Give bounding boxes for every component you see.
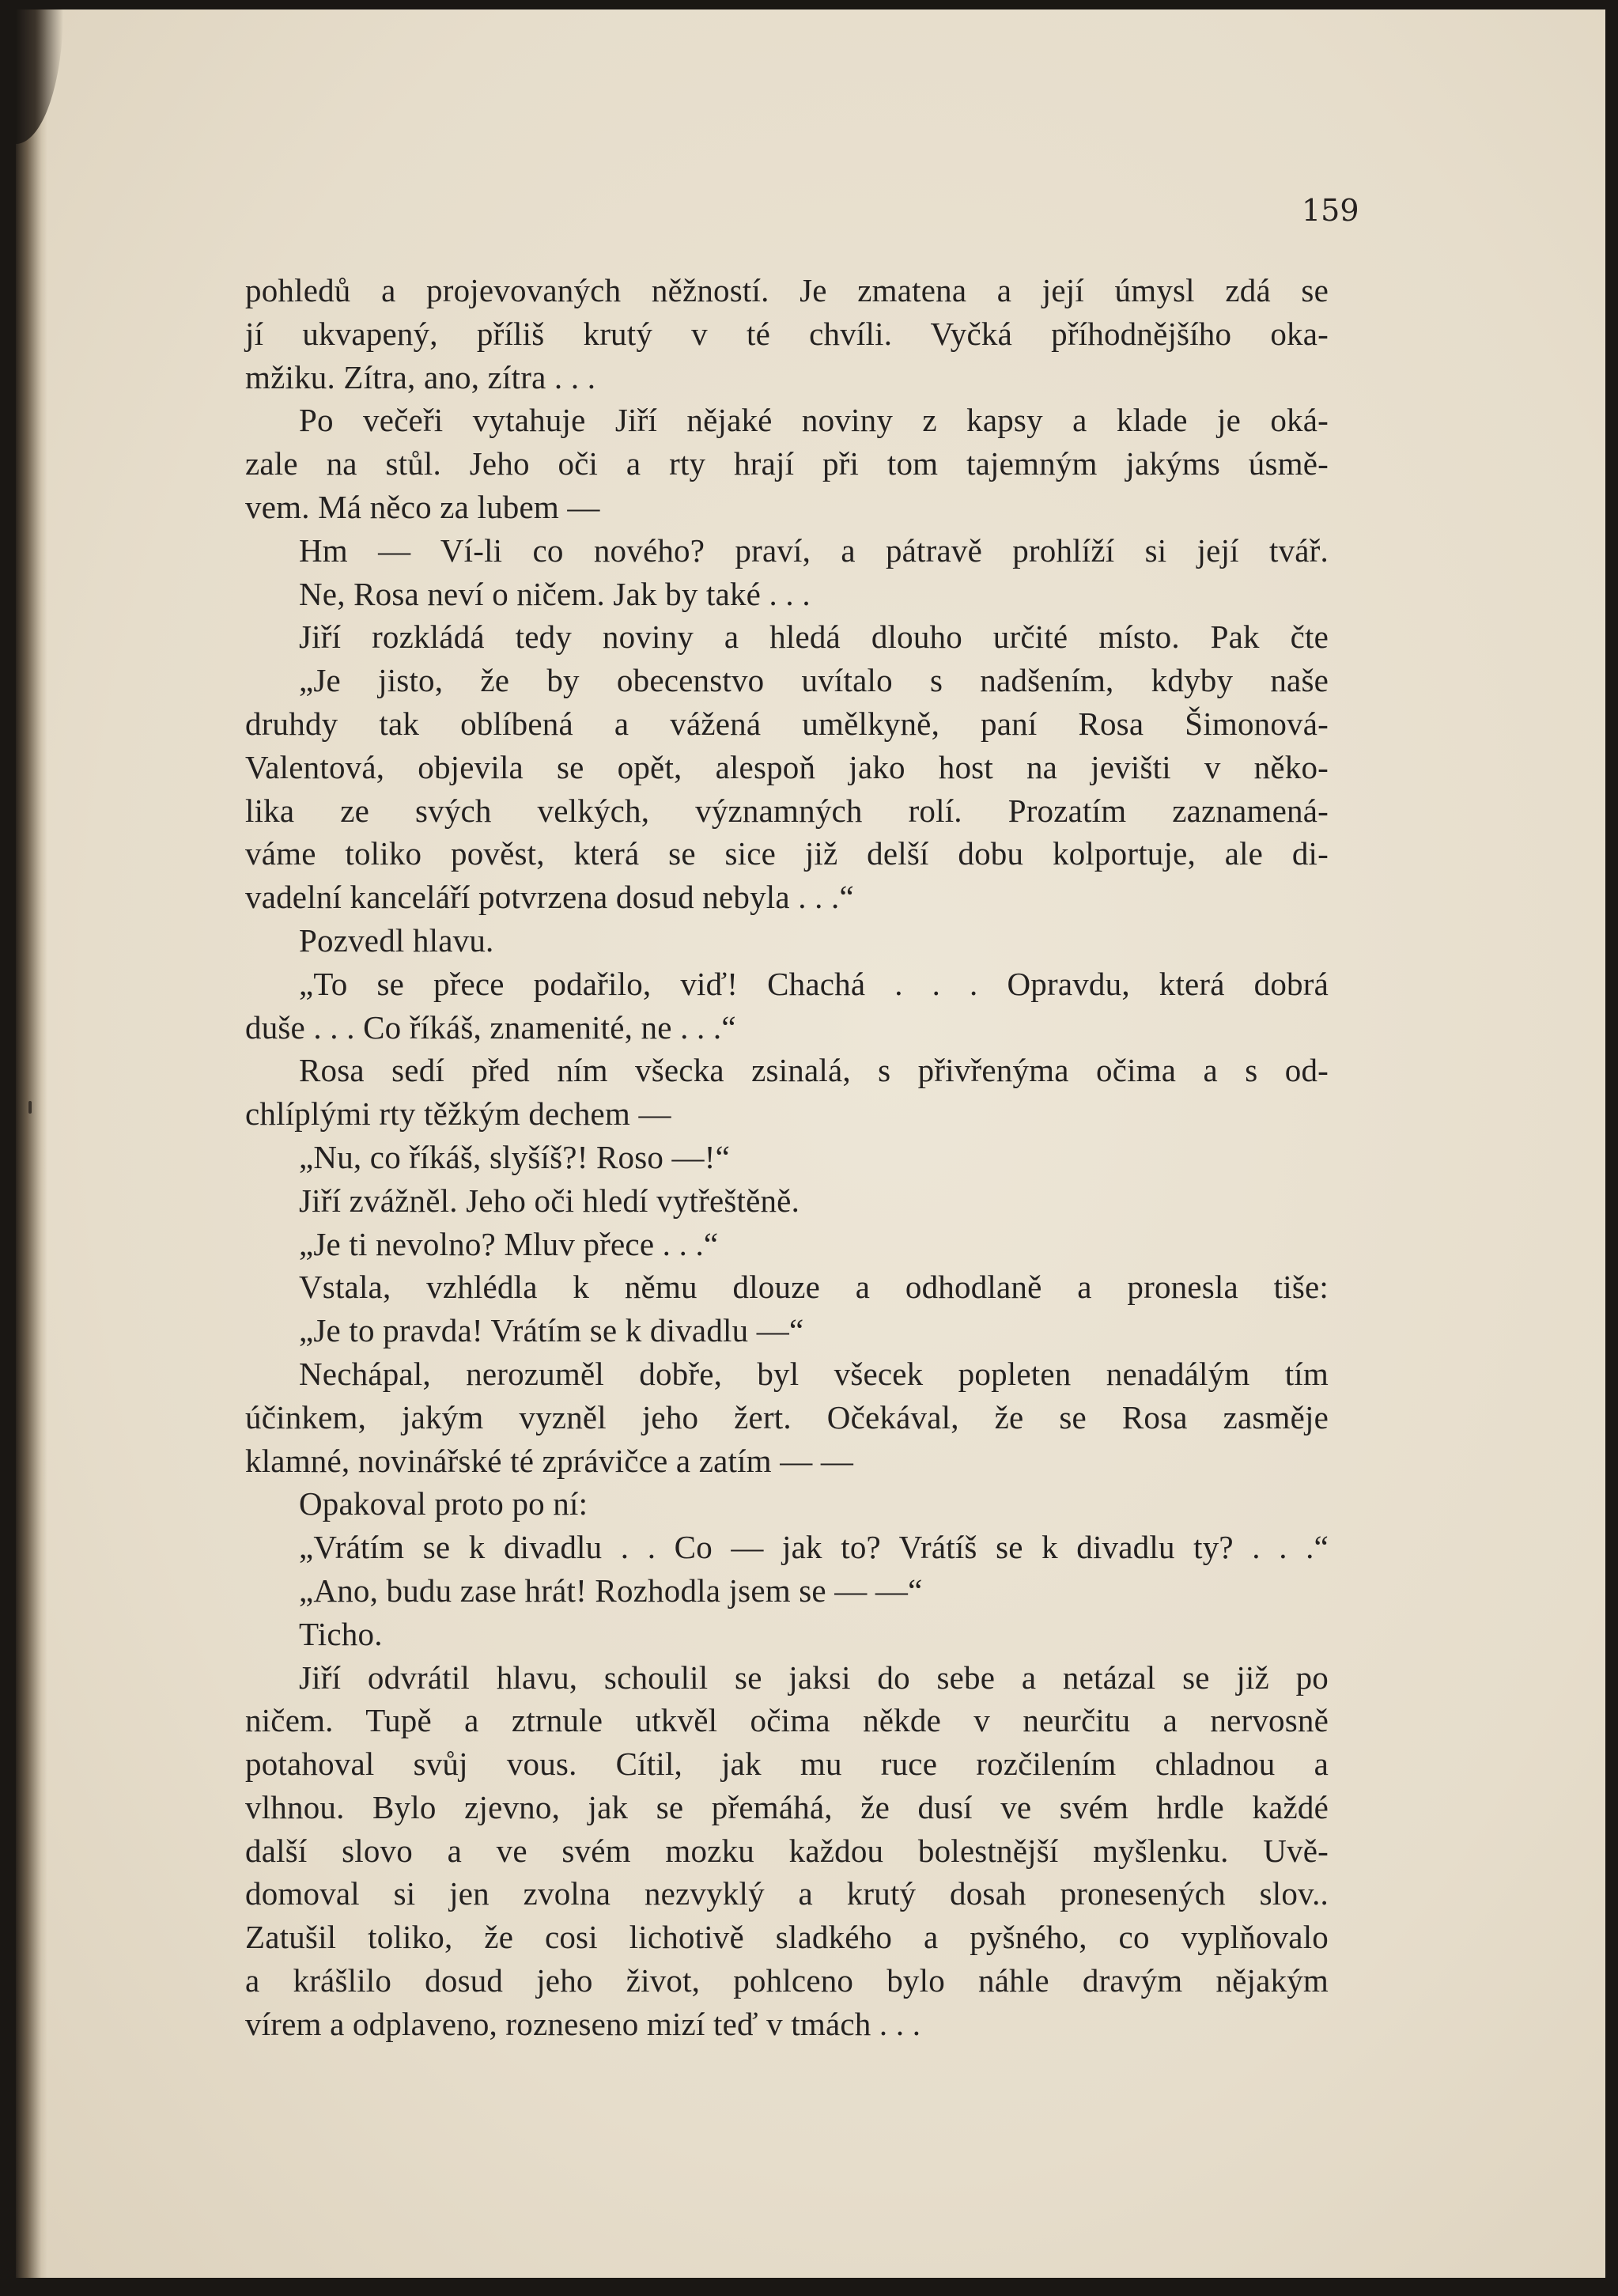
text-line: pohledů a projevovaných něžností. Je zmatena a její úmysl zdá se <box>245 272 1329 308</box>
text-line: Hm — Ví-li co nového? praví, a pátravě prohlíží si její tvář. <box>299 531 1329 569</box>
text-line: vírem a odplaveno, rozneseno mizí teď v tmách . . . <box>245 2005 921 2042</box>
text-line: chlíplými rty těžkým dechem — <box>245 1095 671 1133</box>
text-line: Ne, Rosa neví o ničem. Jak by také . . . <box>299 575 811 612</box>
text-line: „To se přece podařilo, viď! Chachá . . . Opravdu, která dobrá <box>299 965 1329 1002</box>
text-line: Zatušil toliko, že cosi lichotivě sladkého a pyšného, co vyplňovalo <box>245 1919 1329 1956</box>
margin-mark <box>28 1101 32 1114</box>
text-line: domoval si jen zvolna nezvyklý a krutý dosah pronesených slov.. <box>245 1875 1329 1912</box>
body-text <box>245 269 1329 2046</box>
text-line: „Je to pravda! Vrátím se k divadlu —“ <box>299 1312 804 1349</box>
text-line: váme toliko pověst, která se sice již delší dobu kolportuje, ale di- <box>245 835 1329 872</box>
text-line: Nechápal, nerozuměl dobře, byl všecek popleten nenadálým tím <box>299 1355 1329 1392</box>
text-line: a krášlilo dosud jeho život, pohlceno bylo náhle dravým nějakým <box>245 1962 1329 1999</box>
text-line: lika ze svých velkých, významných rolí. Prozatím zaznamená- <box>245 792 1329 829</box>
text-line: Opakoval proto po ní: <box>299 1485 588 1522</box>
text-line: ničem. Tupě a ztrnule utkvěl očima někde v neurčitu a nervosně <box>245 1702 1329 1739</box>
text-line: „Ano, budu zase hrát! Rozhodla jsem se — —“ <box>299 1572 923 1609</box>
text-line: „Je jisto, že by obecenstvo uvítalo s nadšením, kdyby naše <box>299 662 1329 699</box>
text-line: „Vrátím se k divadlu . . Co — jak to? Vrátíš se k divadlu ty? . . .“ <box>299 1529 1329 1566</box>
text-line: Jiří odvrátil hlavu, schoulil se jaksi do sebe a netázal se již po <box>299 1659 1329 1696</box>
page-binding-shadow <box>16 9 47 2278</box>
text-line: jí ukvapený, příliš krutý v té chvíli. Vyčká příhodnějšího oka- <box>245 315 1329 352</box>
text-line: vadelní kanceláří potvrzena dosud nebyla . . .“ <box>245 879 854 916</box>
text-line: duše . . . Co říkáš, znamenité, ne . . .“ <box>245 1008 736 1046</box>
text-line: Ticho. <box>299 1615 383 1652</box>
text-line: Jiří rozkládá tedy noviny a hledá dlouho určité místo. Pak čte <box>299 618 1329 656</box>
text-line: Pozvedl hlavu. <box>299 921 494 959</box>
text-line: Rosa sedí před ním všecka zsinalá, s přivřenýma očima a s od- <box>299 1052 1329 1089</box>
text-line: mžiku. Zítra, ano, zítra . . . <box>245 358 596 395</box>
text-line: Valentová, objevila se opět, alespoň jako host na jevišti v něko- <box>245 748 1329 785</box>
text-line: klamné, novinářské té zprávičce a zatím — — <box>245 1442 854 1479</box>
text-line: potahoval svůj vous. Cítil, jak mu ruce rozčilením chladnou a <box>245 1746 1329 1783</box>
text-line: „Je ti nevolno? Mluv přece . . .“ <box>299 1225 719 1262</box>
page-corner-curl <box>16 9 63 144</box>
text-line: vem. Má něco za lubem — <box>245 488 600 525</box>
text-line: Vstala, vzhlédla k němu dlouze a odhodlaně a pronesla tiše: <box>299 1269 1329 1306</box>
text-line: zale na stůl. Jeho oči a rty hrají při tom tajemným jakýms úsmě- <box>245 445 1329 482</box>
text-line: Po večeři vytahuje Jiří nějaké noviny z kapsy a klade je oká- <box>299 402 1329 439</box>
text-line: další slovo a ve svém mozku každou bolestnější myšlenku. Uvě- <box>245 1832 1329 1869</box>
text-line: „Nu, co říkáš, slyšíš?! Roso —!“ <box>299 1138 731 1175</box>
text-line: vlhnou. Bylo zjevno, jak se přemáhá, že dusí ve svém hrdle každé <box>245 1788 1329 1825</box>
book-page <box>16 9 1605 2278</box>
text-line: Jiří zvážněl. Jeho oči hledí vytřeštěně. <box>299 1182 800 1219</box>
text-line: účinkem, jakým vyzněl jeho žert. Očekával, že se Rosa zasměje <box>245 1398 1329 1435</box>
page-number: 159 <box>1302 193 1359 228</box>
text-line: druhdy tak oblíbená a vážená umělkyně, paní Rosa Šimonová- <box>245 705 1329 742</box>
